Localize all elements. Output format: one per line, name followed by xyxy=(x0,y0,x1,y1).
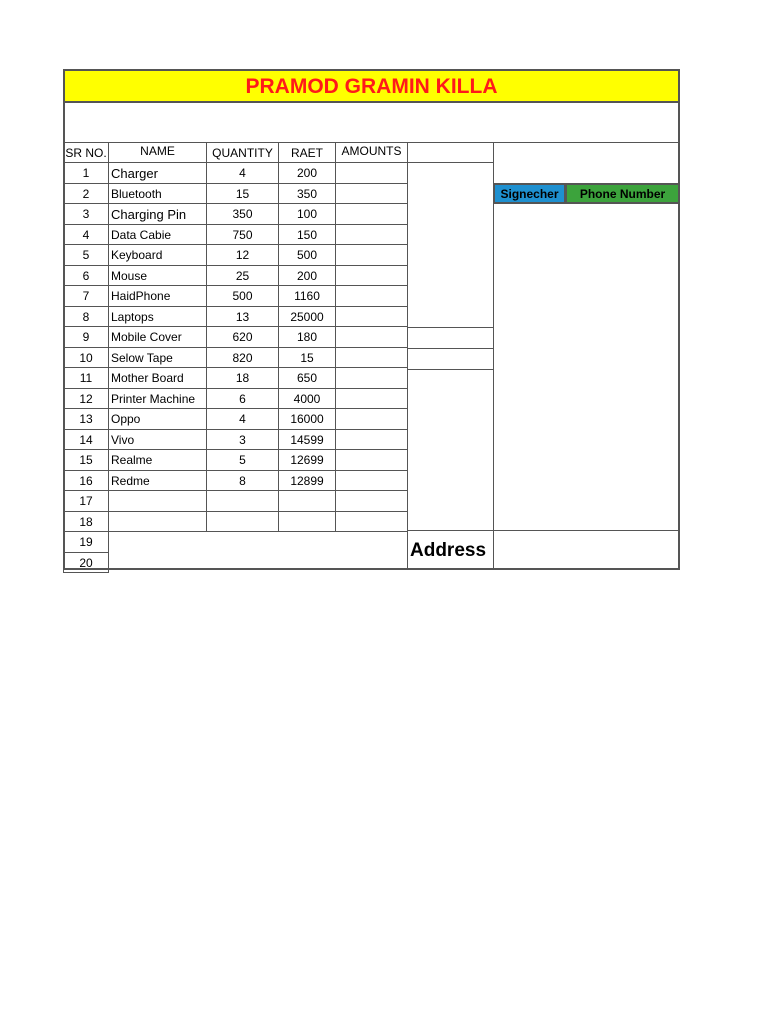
right-top-blank[interactable] xyxy=(493,142,680,184)
cell-item-name[interactable]: Bluetooth xyxy=(108,183,207,204)
cell-quantity[interactable]: 820 xyxy=(206,347,279,368)
cell-amount[interactable] xyxy=(335,162,408,184)
header-quantity[interactable]: QUANTITY xyxy=(206,142,279,163)
header-name[interactable]: NAME xyxy=(108,142,207,163)
cell-sr-no[interactable]: 4 xyxy=(63,224,109,245)
cell-amount[interactable] xyxy=(335,429,408,450)
sheet-title[interactable]: PRAMOD GRAMIN KILLA xyxy=(63,69,680,103)
cell-quantity[interactable]: 13 xyxy=(206,306,279,327)
cell-item-name[interactable]: Redme xyxy=(108,470,207,491)
cell-rate[interactable]: 4000 xyxy=(278,388,336,409)
signature-header[interactable]: Signecher xyxy=(493,183,566,204)
cell-sr-no[interactable]: 13 xyxy=(63,408,109,430)
cell-item-name[interactable] xyxy=(108,490,207,512)
cell-amount[interactable] xyxy=(335,367,408,389)
address-value-cell[interactable] xyxy=(493,530,680,570)
cell-rate[interactable]: 150 xyxy=(278,224,336,245)
cell-amount[interactable] xyxy=(335,203,408,225)
cell-quantity[interactable] xyxy=(206,490,279,512)
cell-amount[interactable] xyxy=(335,449,408,471)
merged-cell-upper[interactable] xyxy=(407,162,494,328)
cell-sr-no[interactable]: 14 xyxy=(63,429,109,450)
header-amounts[interactable]: AMOUNTS xyxy=(335,142,408,163)
cell-item-name[interactable]: Charging Pin xyxy=(108,203,207,225)
cell-rate[interactable]: 25000 xyxy=(278,306,336,327)
cell-quantity[interactable]: 350 xyxy=(206,203,279,225)
cell-amount[interactable] xyxy=(335,511,408,532)
cell-sr-no[interactable]: 7 xyxy=(63,285,109,307)
cell-quantity[interactable]: 3 xyxy=(206,429,279,450)
cell-item-name[interactable]: Mobile Cover xyxy=(108,326,207,348)
cell-quantity[interactable]: 500 xyxy=(206,285,279,307)
cell-item-name[interactable]: Mouse xyxy=(108,265,207,286)
cell-rate[interactable]: 1160 xyxy=(278,285,336,307)
cell-sr-no[interactable]: 17 xyxy=(63,490,109,512)
cell-sr-no[interactable]: 3 xyxy=(63,203,109,225)
cell-rate[interactable]: 12899 xyxy=(278,470,336,491)
cell-sr-no[interactable]: 2 xyxy=(63,183,109,204)
cell-rate[interactable]: 650 xyxy=(278,367,336,389)
cell-quantity[interactable]: 4 xyxy=(206,408,279,430)
cell-item-name[interactable]: Selow Tape xyxy=(108,347,207,368)
cell-amount[interactable] xyxy=(335,224,408,245)
cell-item-name[interactable] xyxy=(108,511,207,532)
cell-sr-no[interactable]: 10 xyxy=(63,347,109,368)
cell-quantity[interactable]: 18 xyxy=(206,367,279,389)
cell-rate[interactable]: 200 xyxy=(278,162,336,184)
cell-amount[interactable] xyxy=(335,285,408,307)
cell-amount[interactable] xyxy=(335,326,408,348)
cell-item-name[interactable]: Oppo xyxy=(108,408,207,430)
cell-sr-no[interactable]: 11 xyxy=(63,367,109,389)
cell-amount[interactable] xyxy=(335,306,408,327)
cell-item-name[interactable]: Laptops xyxy=(108,306,207,327)
address-label[interactable]: Address xyxy=(407,530,494,570)
cell-sr-no[interactable]: 16 xyxy=(63,470,109,491)
merged-cell-row-10[interactable] xyxy=(407,348,494,370)
cell-sr-no[interactable]: 18 xyxy=(63,511,109,532)
cell-sr-no[interactable]: 9 xyxy=(63,326,109,348)
cell-rate[interactable]: 180 xyxy=(278,326,336,348)
cell-rate[interactable]: 14599 xyxy=(278,429,336,450)
cell-sr-no[interactable]: 15 xyxy=(63,449,109,471)
cell-sr-no[interactable]: 20 xyxy=(63,552,109,573)
cell-quantity[interactable]: 12 xyxy=(206,244,279,266)
cell-item-name[interactable]: HaidPhone xyxy=(108,285,207,307)
cell-item-name[interactable]: Charger xyxy=(108,162,207,184)
phone-number-header[interactable]: Phone Number xyxy=(565,183,680,204)
cell-amount[interactable] xyxy=(335,388,408,409)
cell-rate[interactable]: 100 xyxy=(278,203,336,225)
merged-cell-row-9[interactable] xyxy=(407,327,494,349)
cell-rate[interactable]: 16000 xyxy=(278,408,336,430)
blank-banner-cell[interactable] xyxy=(63,102,680,143)
merged-cell-lower[interactable] xyxy=(407,369,494,531)
cell-amount[interactable] xyxy=(335,470,408,491)
cell-amount[interactable] xyxy=(335,244,408,266)
cell-sr-no[interactable]: 8 xyxy=(63,306,109,327)
header-rate[interactable]: RAET xyxy=(278,142,336,163)
cell-rate[interactable]: 350 xyxy=(278,183,336,204)
cell-quantity[interactable]: 8 xyxy=(206,470,279,491)
cell-sr-no[interactable]: 5 xyxy=(63,244,109,266)
cell-item-name[interactable]: Printer Machine xyxy=(108,388,207,409)
spreadsheet xyxy=(63,69,680,570)
cell-quantity[interactable]: 4 xyxy=(206,162,279,184)
cell-item-name[interactable]: Vivo xyxy=(108,429,207,450)
cell-item-name[interactable]: Keyboard xyxy=(108,244,207,266)
cell-amount[interactable] xyxy=(335,408,408,430)
cell-rate[interactable] xyxy=(278,511,336,532)
cell-item-name[interactable]: Realme xyxy=(108,449,207,471)
cell-amount[interactable] xyxy=(335,490,408,512)
header-sr-no[interactable]: SR NO. xyxy=(63,142,109,163)
cell-amount[interactable] xyxy=(335,265,408,286)
right-body-blank[interactable] xyxy=(493,203,680,531)
cell-rate[interactable]: 12699 xyxy=(278,449,336,471)
bottom-merged-cell[interactable] xyxy=(108,530,408,570)
cell-sr-no[interactable]: 19 xyxy=(63,531,109,553)
cell-rate[interactable] xyxy=(278,490,336,512)
cell-quantity[interactable]: 15 xyxy=(206,183,279,204)
cell-rate[interactable]: 15 xyxy=(278,347,336,368)
cell-quantity[interactable] xyxy=(206,511,279,532)
cell-amount[interactable] xyxy=(335,183,408,204)
cell-amount[interactable] xyxy=(335,347,408,368)
cell-sr-no[interactable]: 1 xyxy=(63,162,109,184)
cell-item-name[interactable]: Data Cabie xyxy=(108,224,207,245)
cell-quantity[interactable]: 750 xyxy=(206,224,279,245)
cell-sr-no[interactable]: 6 xyxy=(63,265,109,286)
header-blank[interactable] xyxy=(407,142,494,163)
cell-rate[interactable]: 200 xyxy=(278,265,336,286)
cell-rate[interactable]: 500 xyxy=(278,244,336,266)
cell-quantity[interactable]: 620 xyxy=(206,326,279,348)
cell-quantity[interactable]: 5 xyxy=(206,449,279,471)
cell-quantity[interactable]: 25 xyxy=(206,265,279,286)
cell-sr-no[interactable]: 12 xyxy=(63,388,109,409)
cell-item-name[interactable]: Mother Board xyxy=(108,367,207,389)
cell-quantity[interactable]: 6 xyxy=(206,388,279,409)
